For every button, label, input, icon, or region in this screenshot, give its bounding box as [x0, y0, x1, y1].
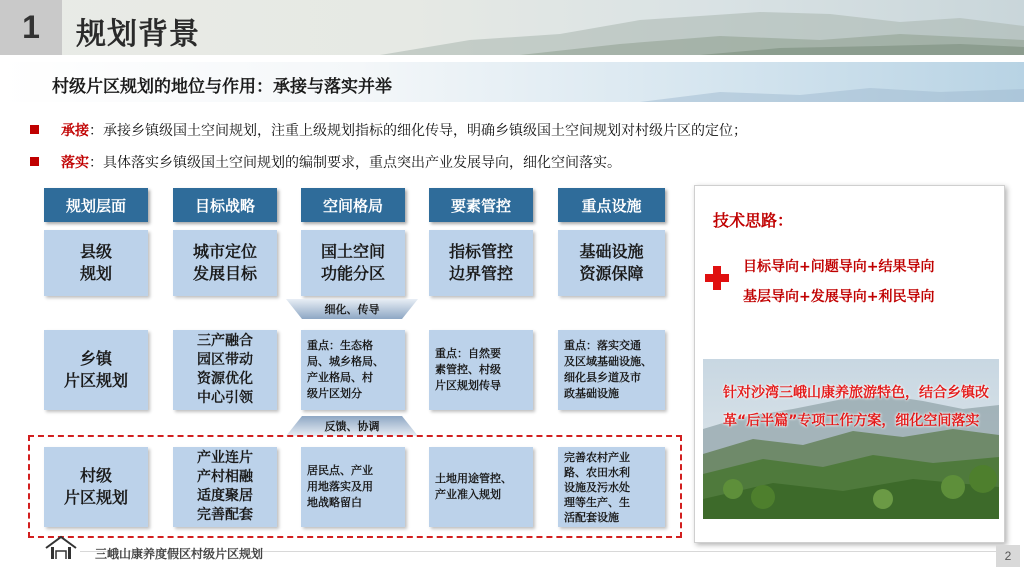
cell-line: 功能分区 [320, 264, 385, 283]
cell-text [64, 465, 128, 509]
cell-village-goal [173, 447, 277, 527]
cell-text [579, 241, 643, 285]
cell-text [449, 241, 513, 285]
cell-line: 中心引领 [197, 390, 253, 406]
cell-line: 素管控、村级 [435, 363, 501, 376]
cell-line: 园区带动 [197, 352, 253, 368]
cell-line: 政基础设施 [564, 387, 619, 400]
arrow-label-refine: 细化、传导 [324, 303, 380, 316]
cell-text [564, 338, 652, 402]
column-header-facility: 重点设施 [558, 188, 665, 222]
cell-line: 片区规划传导 [435, 379, 501, 392]
cell-text [307, 338, 384, 402]
cell-line: 局、城乡格局、 [307, 355, 384, 368]
cell-line: 理等生产、生 [564, 495, 630, 509]
cell-line: 产业准入规划 [435, 488, 501, 501]
plus-icon [703, 264, 731, 292]
bullet-keyword: 落实 [61, 155, 89, 171]
cell-text [80, 241, 112, 285]
resort-logo-icon [44, 534, 78, 560]
bullet-keyword: 承接 [61, 123, 89, 139]
cell-line: 产村相融 [197, 469, 253, 485]
cell-village-control [429, 447, 533, 527]
tech-line-2: 基层导向+发展导向+利民导向 [743, 289, 935, 305]
cell-line: 村级 [79, 466, 112, 485]
cell-line: 用地落实及用 [307, 480, 373, 493]
cell-line: 县级 [79, 242, 112, 261]
cell-text [197, 449, 253, 525]
cell-line: 发展目标 [192, 264, 257, 283]
cell-line: 基础设施 [579, 242, 644, 261]
column-header-level: 规划层面 [44, 188, 148, 222]
cell-line: 居民点、产业 [307, 464, 373, 477]
tech-title: 技术思路： [713, 211, 794, 230]
column-header-control: 要素管控 [429, 188, 533, 222]
cell-village-facility [558, 447, 665, 527]
cell-line: 指标管控 [448, 242, 513, 261]
cell-line: 重点：自然要 [435, 347, 501, 360]
section-title: 规划背景 [76, 17, 200, 52]
cell-line: 边界管控 [448, 264, 513, 283]
tech-line-1: 目标导向+问题导向+结果导向 [743, 259, 935, 275]
header-banner [0, 0, 1024, 55]
cell-county-goal [173, 230, 277, 296]
bullet-square-icon [30, 157, 39, 166]
cell-line: 适度聚居 [197, 488, 253, 504]
cell-line: 地战略留白 [307, 496, 362, 509]
cell-county-facility [558, 230, 665, 296]
bullet-implement [30, 152, 621, 172]
cell-line: 乡镇 [79, 349, 112, 368]
arrow-label-feedback: 反馈、协调 [324, 420, 380, 433]
cell-line: 三产融合 [197, 333, 253, 349]
cell-village-level [44, 447, 148, 527]
bullet-text: ：具体落实乡镇级国土空间规划的编制要求，重点突出产业发展导向，细化空间落实。 [89, 155, 621, 171]
cell-line: 完善农村产业 [564, 450, 630, 464]
cell-township-goal [173, 330, 277, 410]
cell-text [193, 241, 257, 285]
cell-line: 级片区划分 [307, 387, 362, 400]
cell-line: 城市定位 [192, 242, 257, 261]
landscape-photo [703, 359, 999, 519]
cell-line: 设施及污水处 [564, 480, 630, 494]
bullet-text: ：承接乡镇级国土空间规划，注重上级规划指标的细化传导，明确乡镇级国土空间规划对村级片区的定位； [89, 123, 747, 139]
page-number: 2 [996, 545, 1020, 567]
cell-line: 规划 [79, 264, 112, 283]
cell-line: 细化县乡道及市 [564, 371, 641, 384]
bullet-inherit [30, 120, 747, 140]
photo-caption: 针对沙湾三峨山康养旅游特色，结合乡镇改革“后半篇”专项工作方案，细化空间落实 [723, 385, 989, 429]
cell-text [564, 450, 630, 525]
subtitle-bar [0, 62, 1024, 102]
tech-approach-panel [694, 185, 1005, 543]
cell-line: 路、农田水利 [564, 465, 630, 479]
cell-township-level [44, 330, 148, 410]
footer-title: 三峨山康养度假区村级片区规划 [95, 547, 264, 561]
cell-line: 完善配套 [197, 507, 253, 523]
cell-text [64, 348, 128, 392]
cell-line: 国土空间 [320, 242, 385, 261]
cell-text [435, 346, 501, 394]
cell-line: 重点：生态格 [307, 339, 373, 352]
cell-text [321, 241, 385, 285]
cell-line: 片区规划 [63, 371, 128, 390]
column-header-goal: 目标战略 [173, 188, 277, 222]
cell-village-space [301, 447, 405, 527]
cell-text [197, 332, 253, 408]
section-number: 1 [0, 0, 62, 55]
cell-county-control [429, 230, 533, 296]
cell-text [435, 471, 512, 503]
cell-line: 及区域基础设施、 [564, 355, 652, 368]
cell-text [307, 463, 373, 511]
cell-county-space [301, 230, 405, 296]
cell-line: 重点：落实交通 [564, 339, 641, 352]
cell-line: 土地用途管控、 [435, 472, 512, 485]
cell-township-control [429, 330, 533, 410]
subtitle: 村级片区规划的地位与作用：承接与落实并举 [52, 77, 392, 97]
cell-township-facility [558, 330, 665, 410]
cell-line: 片区规划 [63, 488, 128, 507]
bullet-square-icon [30, 125, 39, 134]
cell-line: 资源保障 [579, 264, 644, 283]
cell-line: 资源优化 [197, 371, 253, 387]
column-header-space: 空间格局 [301, 188, 405, 222]
cell-line: 产业连片 [197, 450, 253, 466]
cell-line: 活配套设施 [564, 510, 619, 524]
cell-township-space [301, 330, 405, 410]
cell-county-level [44, 230, 148, 296]
cell-line: 产业格局、村 [307, 371, 373, 384]
